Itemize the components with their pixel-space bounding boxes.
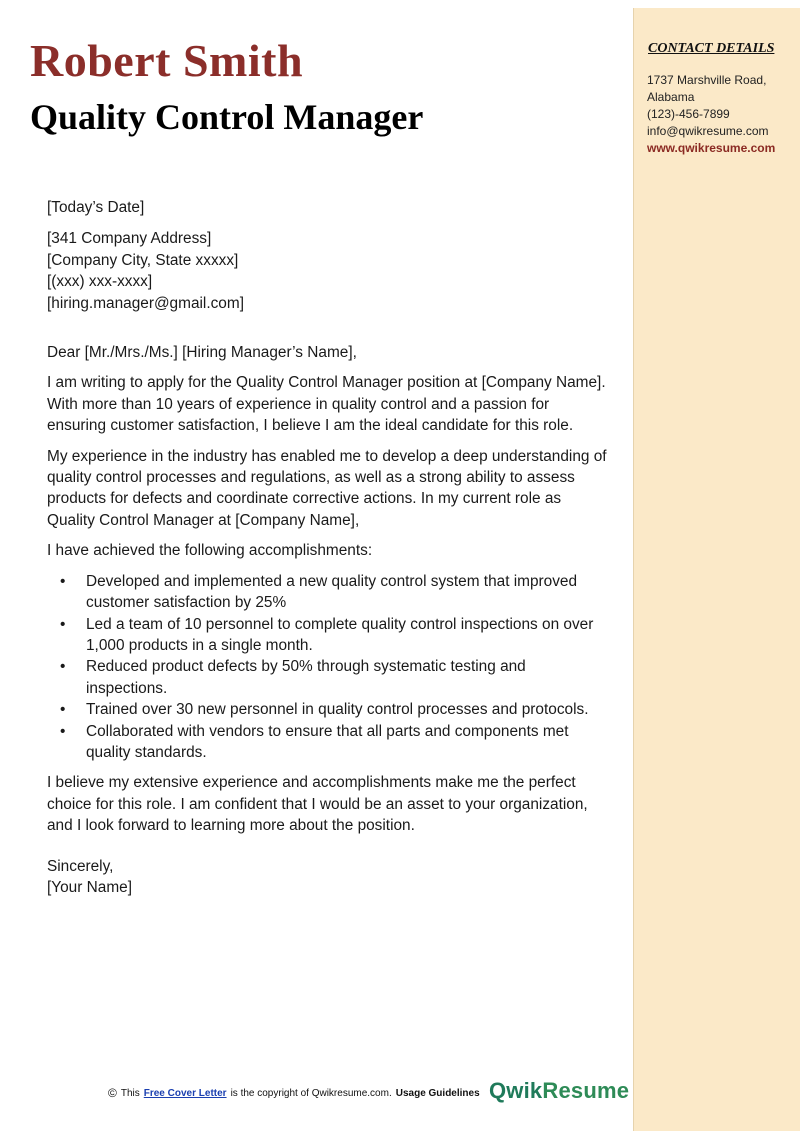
paragraph-experience: My experience in the industry has enabled me to develop a deep understanding of quality control processes and regulations, as well as a strong ability to assess products for defects and coordinate corrective actions. In my current role as Quality Control Manager at [Company Name],	[47, 447, 607, 529]
recipient-email: [hiring.manager@gmail.com]	[47, 294, 244, 312]
letter-date: [Today’s Date]	[47, 199, 145, 216]
salutation: Dear [Mr./Mrs./Ms.] [Hiring Manager’s Name],	[47, 344, 357, 362]
recipient-address: [341 Company Address]	[47, 230, 212, 248]
closing: Sincerely,	[47, 857, 114, 875]
usage-guidelines-link[interactable]: Usage Guidelines	[395, 1087, 480, 1099]
list-item: • Led a team of 10 personnel to complete quality control inspections on over 1,000 products in a single month.	[60, 615, 594, 654]
recipient-city: [Company City, State xxxxx]	[47, 251, 239, 269]
bullet-icon: •	[60, 722, 66, 740]
bullet-icon: •	[60, 701, 66, 719]
contact-website[interactable]: www.qwikresume.com	[647, 141, 776, 155]
accomplishments-list	[47, 571, 607, 764]
list-item: • Developed and implemented a new quality control system that improved customer satisfaction by 25%	[60, 572, 578, 612]
paragraph-closing: I believe my extensive experience and accomplishments make me the perfect choice for this role. I am confident that I would be an asset to your organization, and I look forward to learning more about the position.	[47, 774, 588, 835]
contact-sidebar	[633, 8, 800, 1131]
paragraph-accomplishments-lead: I have achieved the following accomplishments:	[47, 542, 373, 560]
logo-part-qwik: Qwik	[489, 1078, 543, 1103]
footer	[108, 1086, 480, 1100]
footer-text-after: is the copyright of Qwikresume.com.	[230, 1087, 392, 1099]
list-item: • Collaborated with vendors to ensure that all parts and components met quality standards.	[60, 722, 569, 761]
paragraph-intro: I am writing to apply for the Quality Control Manager position at [Company Name]. With more than 10 years of experience in quality control and a passion for ensuring customer satisfaction, I believe I am the ideal candidate for this role.	[47, 374, 606, 435]
qwikresume-logo[interactable]	[489, 1078, 629, 1104]
contact-email[interactable]: info@qwikresume.com	[647, 124, 769, 138]
copyright-icon: ©	[108, 1086, 117, 1100]
logo-part-resume: Resume	[542, 1078, 630, 1103]
list-item: • Reduced product defects by 50% through systematic testing and inspections.	[60, 658, 526, 697]
bullet-icon: •	[60, 572, 66, 590]
contact-address-line2: Alabama	[647, 90, 695, 104]
footer-text-before: This	[120, 1087, 140, 1099]
signature: [Your Name]	[47, 878, 132, 896]
contact-address-line1: 1737 Marshville Road,	[647, 73, 767, 87]
bullet-icon: •	[60, 615, 66, 633]
letter-body	[47, 197, 607, 898]
free-cover-letter-link[interactable]: Free Cover Letter	[143, 1087, 227, 1099]
contact-phone: (123)-456-7899	[647, 107, 730, 121]
recipient-phone: [(xxx) xxx-xxxx]	[47, 273, 153, 291]
applicant-name: Robert Smith	[30, 35, 304, 86]
recipient-block	[47, 228, 607, 314]
contact-heading: CONTACT DETAILS	[648, 41, 775, 56]
list-item: • Trained over 30 new personnel in quality control processes and protocols.	[47, 699, 607, 720]
contact-details	[647, 72, 797, 157]
job-title: Quality Control Manager	[30, 97, 424, 137]
bullet-icon: •	[60, 658, 66, 676]
